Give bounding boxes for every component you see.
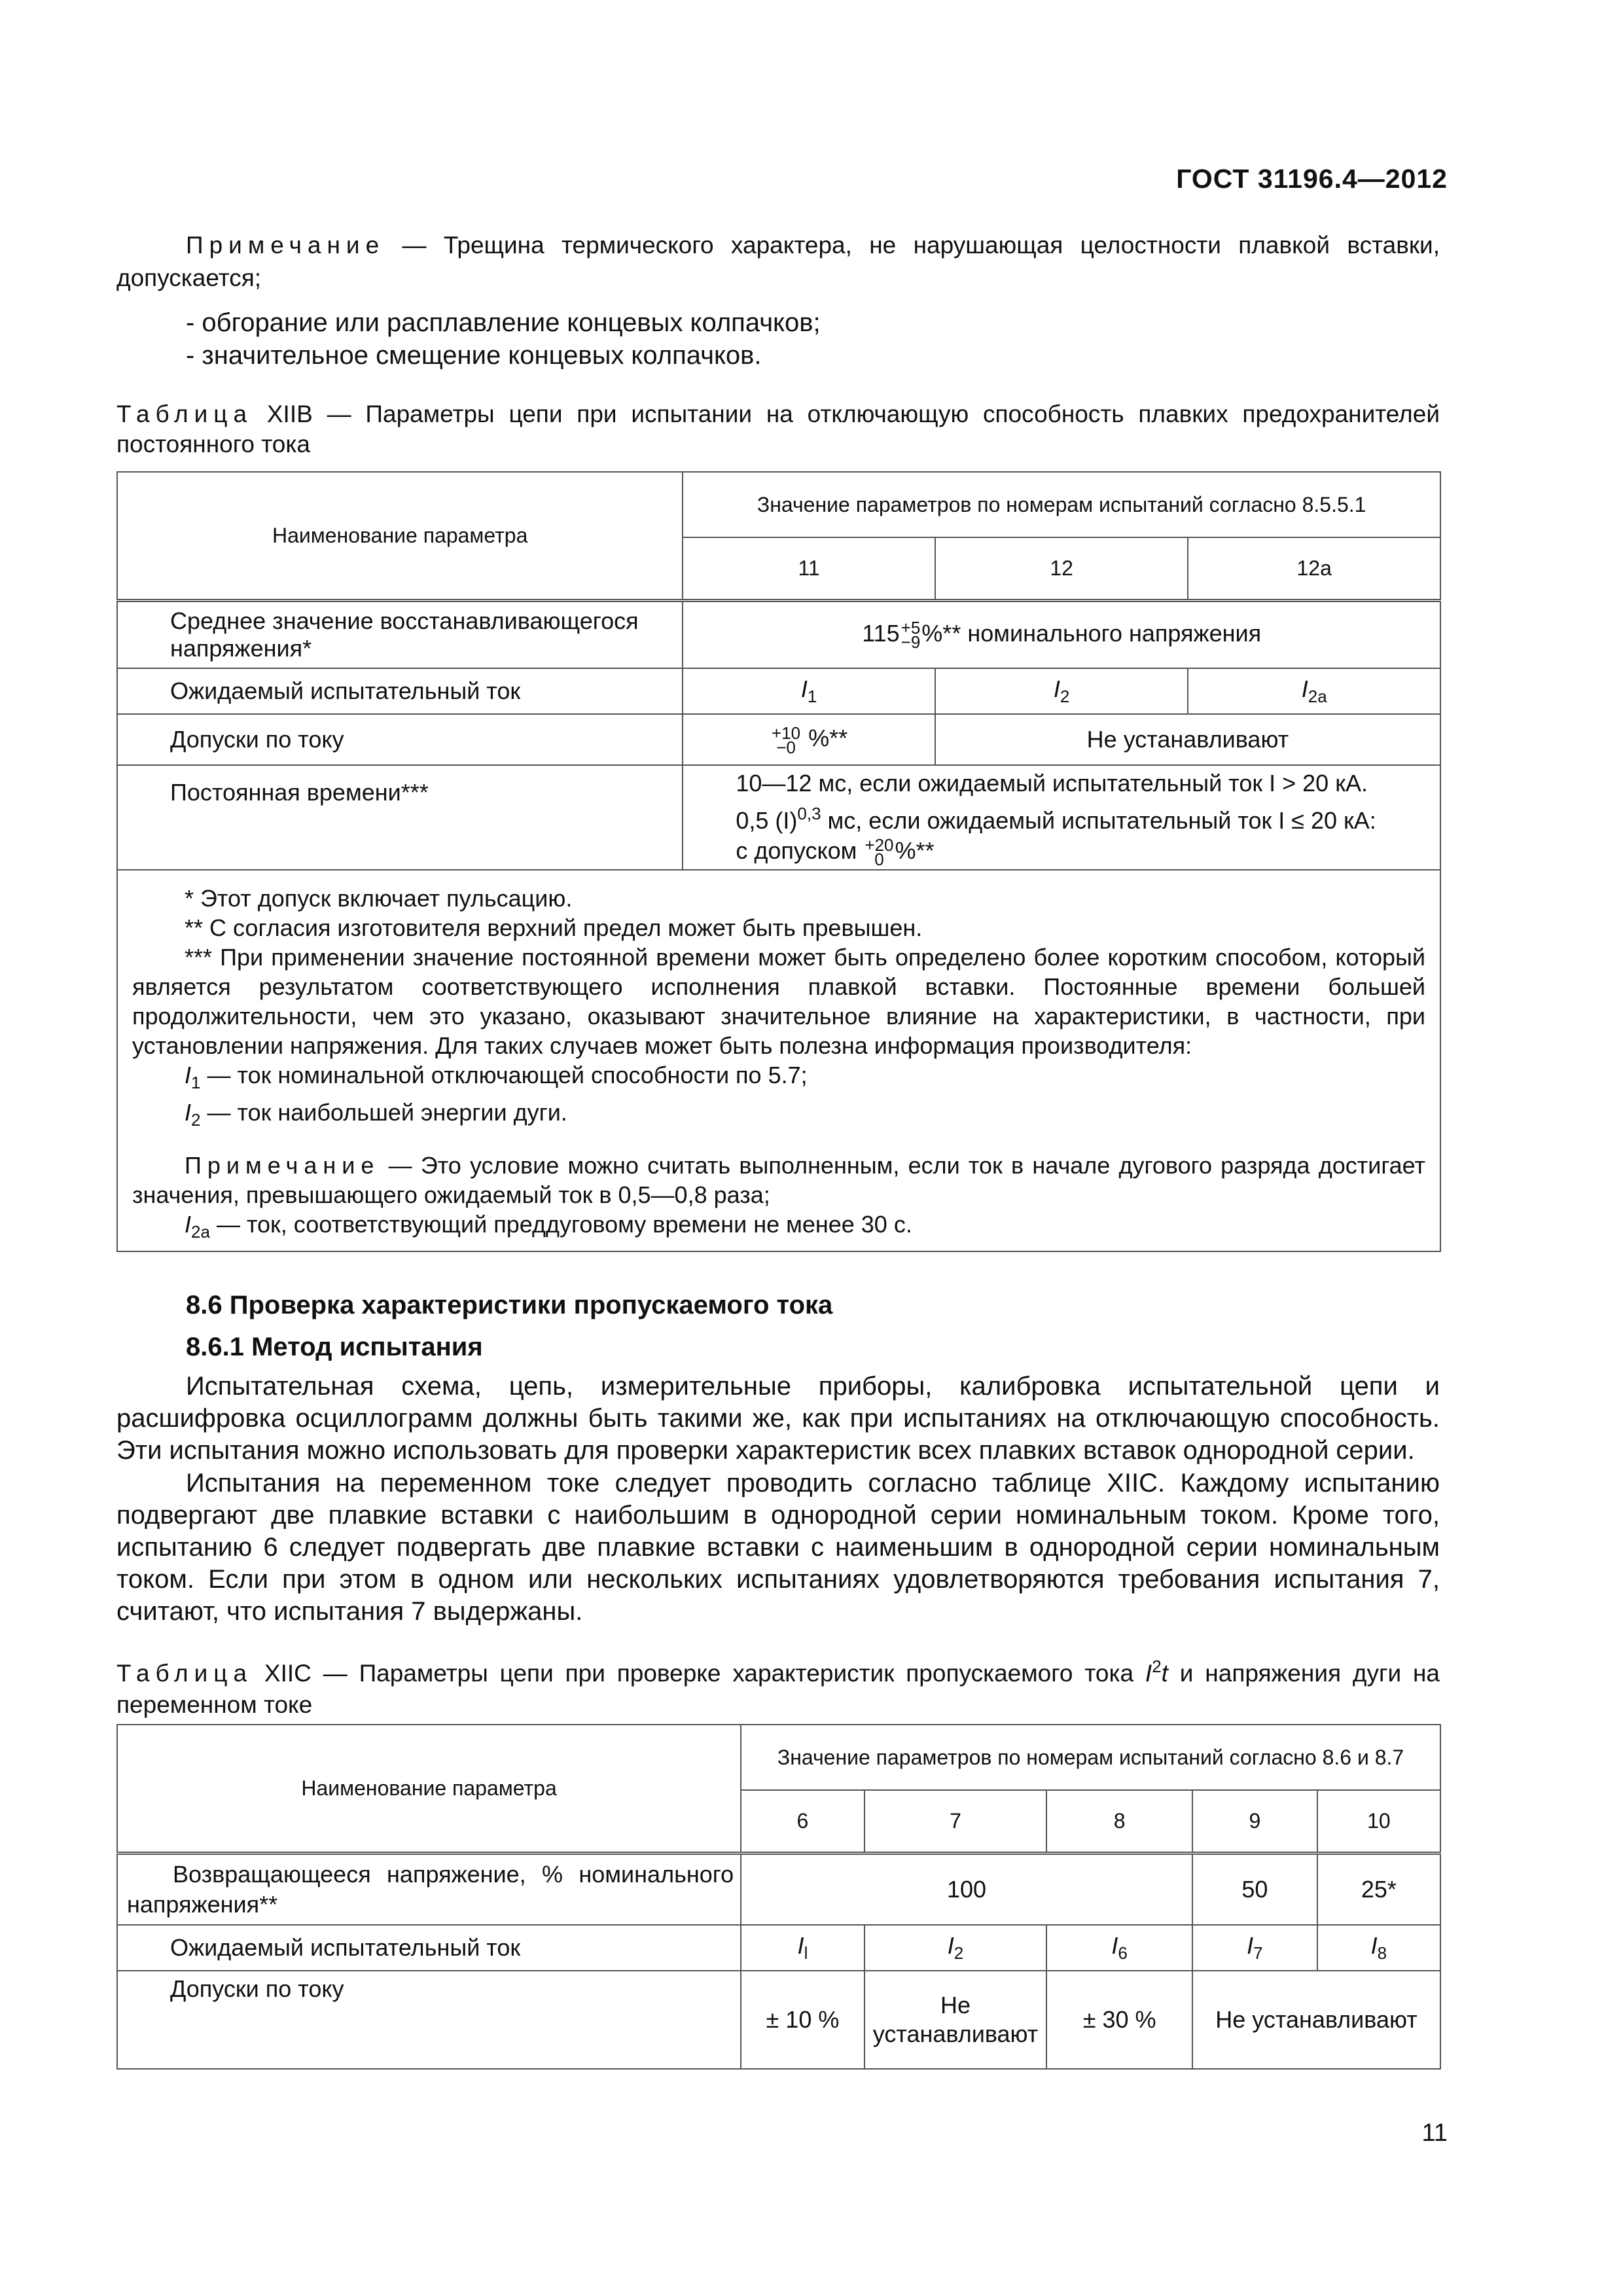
symbol: I xyxy=(947,1932,954,1959)
note-text: — Трещина термического характера, не нарушающая целостности плавкой вставки, допускается; xyxy=(116,232,1440,291)
table-b-caption xyxy=(116,399,1440,459)
current-cell xyxy=(935,668,1188,714)
current-cell xyxy=(1046,1925,1192,1971)
symbol: t xyxy=(1161,1660,1168,1687)
caption-text: XIIB — Параметры цепи при испытании на отключающую способность плавких предохранителей постоянного тока xyxy=(116,401,1440,457)
table-row xyxy=(117,765,1440,870)
header-test: 10 xyxy=(1317,1790,1440,1853)
symbol: I xyxy=(1247,1932,1254,1959)
page-number: 11 xyxy=(1421,2119,1448,2147)
symbol: I xyxy=(797,1932,804,1959)
footnote: *** При применении значение постоянной времени может быть определено более коротким способом, который является результатом соответствующего исполнения плавкой вставки. Постоянные времени большей продолжительности, чем это указано, оказывают значительное влияние на характеристики, в частности, при установлении напряжения. Для таких случаев может быть полезна информация производителя: xyxy=(132,944,1425,1060)
row-label: Возвращающееся напряжение, % номинального напряжения** xyxy=(117,1853,741,1925)
caption-label: Таблица xyxy=(116,401,253,427)
bullet-item: - значительное смещение концевых колпачков. xyxy=(186,341,762,370)
row-label-text: Среднее значение восстанавливающегося напряжения* xyxy=(170,607,639,662)
row-label: Постоянная времени*** xyxy=(117,765,683,870)
tolerance-cell xyxy=(683,714,935,765)
header-values: Значение параметров по номерам испытаний согласно 8.6 и 8.7 xyxy=(741,1725,1440,1790)
tol-down: −0 xyxy=(776,737,796,757)
subscript: 2 xyxy=(1060,687,1070,706)
tolerance-cell: Не устанавливают xyxy=(1192,1971,1440,2069)
current-cell xyxy=(683,668,935,714)
symbol: I xyxy=(1145,1660,1152,1687)
note-label: Примечание xyxy=(186,232,385,259)
current-cell xyxy=(865,1925,1046,1971)
caption-label: Таблица xyxy=(116,1660,253,1687)
header-param: Наименование параметра xyxy=(117,1725,741,1853)
subscript: 8 xyxy=(1377,1943,1387,1963)
current-cell xyxy=(1317,1925,1440,1971)
symbol: I xyxy=(1111,1932,1118,1959)
table-xiic xyxy=(116,1724,1441,2070)
tol-up: +10 xyxy=(772,723,801,743)
row-label: Допуски по току xyxy=(117,714,683,765)
table-row xyxy=(117,714,1440,765)
value-text: %** xyxy=(802,725,848,752)
header-test: 8 xyxy=(1046,1790,1192,1853)
value-text: %** номинального напряжения xyxy=(921,620,1262,647)
row-label: Ожидаемый испытательный ток xyxy=(117,668,683,714)
tolerance xyxy=(772,723,801,757)
tolerance-cell: ± 10 % xyxy=(741,1971,865,2069)
symbol: I xyxy=(1301,675,1308,702)
table-row xyxy=(117,600,1440,668)
tolerance-cell: ± 30 % xyxy=(1046,1971,1192,2069)
table-notes xyxy=(117,870,1440,1251)
bullet-list xyxy=(186,306,1429,372)
table-c-caption xyxy=(116,1651,1440,1721)
subsection-heading: 8.6.1 Метод испытания xyxy=(186,1333,483,1361)
caption-text: XIIC — Параметры цепи при проверке характеристик пропускаемого тока xyxy=(253,1660,1145,1687)
note-text: — Это условие можно считать выполненным, если ток в начале дугового разряда достигает значения, превышающего ожидаемый ток в 0,5—0,8 раза; xyxy=(132,1152,1425,1209)
header-test: 7 xyxy=(865,1790,1046,1853)
header-param: Наименование параметра xyxy=(117,472,683,600)
note-paragraph xyxy=(116,229,1440,295)
symbol: I xyxy=(1370,1932,1378,1959)
subscript: 7 xyxy=(1253,1943,1263,1963)
table-notes-row xyxy=(117,870,1440,1251)
footnote-text: — ток наибольшей энергии дуги. xyxy=(200,1099,567,1126)
current-cell xyxy=(1188,668,1440,714)
superscript: 0,3 xyxy=(797,804,821,823)
subscript: 1 xyxy=(807,687,817,706)
voltage-value: 25* xyxy=(1317,1853,1440,1925)
header-test: 12а xyxy=(1188,537,1440,600)
tol-down: −9 xyxy=(901,632,921,653)
footnote: $I_1$ — ток номинальной отключающей способности по 5.7; xyxy=(185,1062,808,1093)
tolerance-cell: Не устанавливают xyxy=(935,714,1440,765)
bullet-item: - обгорание или расплавление концевых колпачков; xyxy=(186,308,821,337)
body-paragraph: Испытания на переменном токе следует проводить согласно таблице XIIC. Каждому испытанию подвергают две плавкие вставки с наибольшим в однородной серии номинальным током. Кроме того, испытанию 6 следует подвергать две плавкие вставки с наименьшим в однородной серии номинальным током. Если при этом в одном или нескольких испытаниях удовлетворяются требования испытания 7, считают, что испытания 7 выдержаны. xyxy=(116,1469,1440,1626)
tc-text: 0,5 (I) xyxy=(736,807,798,834)
subscript: 2a xyxy=(1308,687,1327,706)
current-cell xyxy=(741,1925,865,1971)
subscript: l xyxy=(804,1943,808,1963)
footnote-text: — ток, соответствующий преддуговому времени не менее 30 с. xyxy=(209,1211,912,1238)
tc-text: с допуском xyxy=(736,837,864,864)
table-row xyxy=(117,1971,1440,2069)
row-label: Допуски по току xyxy=(117,1971,741,2069)
section-heading: 8.6 Проверка характеристики пропускаемого тока xyxy=(186,1291,833,1319)
table-xiib xyxy=(116,471,1441,1252)
table-row xyxy=(117,1853,1440,1925)
symbol: I xyxy=(1053,675,1060,702)
header-values: Значение параметров по номерам испытаний согласно 8.5.5.1 xyxy=(683,472,1440,537)
footnote: ** С согласия изготовителя верхний предел может быть превышен. xyxy=(185,914,923,942)
tol-up: +5 xyxy=(901,618,921,638)
symbol: I xyxy=(800,675,808,702)
header-test: 6 xyxy=(741,1790,865,1853)
footnote-text: — ток номинальной отключающей способности по 5.7; xyxy=(200,1062,808,1089)
tc-line xyxy=(736,835,1433,870)
caption-text: и напряжения дуги на переменном токе xyxy=(116,1660,1440,1718)
tc-text: мс, если ожидаемый испытательный ток I ≤ 20 кА: xyxy=(821,807,1376,834)
tc-text: %** xyxy=(895,837,935,864)
current-cell xyxy=(1192,1925,1317,1971)
body-paragraph: Испытательная схема, цепь, измерительные приборы, калибровка испытательной цепи и расшифровка осциллограмм должны быть такими же, как при испытаниях на отключающую способность. Эти испытания можно использовать для проверки характеристик всех плавких вставок однородной серии. xyxy=(116,1372,1440,1465)
footnote: $I_{2a}$ — ток, соответствующий преддуговому времени не менее 30 с. xyxy=(185,1211,912,1242)
tol-down: 0 xyxy=(874,850,884,870)
tc-line xyxy=(736,798,1433,836)
tol-up: +20 xyxy=(865,835,894,855)
footnote: $I_2$ — ток наибольшей энергии дуги. xyxy=(185,1099,567,1130)
time-constant-cell xyxy=(683,765,1440,870)
table-note xyxy=(132,1151,1425,1210)
value-text: 115 xyxy=(862,620,900,647)
table-row xyxy=(117,1925,1440,1971)
subscript: 2 xyxy=(954,1943,964,1963)
header-test: 11 xyxy=(683,537,935,600)
voltage-value: 50 xyxy=(1192,1853,1317,1925)
header-test: 9 xyxy=(1192,1790,1317,1853)
standard-header: ГОСТ 31196.4—2012 xyxy=(1176,164,1448,194)
superscript: 2 xyxy=(1152,1657,1162,1676)
tolerance xyxy=(865,835,894,870)
footnote: * Этот допуск включает пульсацию. xyxy=(185,885,573,912)
tolerance-cell: Не устанавливают xyxy=(865,1971,1046,2069)
subscript: 6 xyxy=(1118,1943,1128,1963)
header-test: 12 xyxy=(935,537,1188,600)
table-row xyxy=(117,668,1440,714)
row-label: Ожидаемый испытательный ток xyxy=(117,1925,741,1971)
tc-line: 10—12 мс, если ожидаемый испытательный ток I > 20 кА. xyxy=(736,770,1368,797)
voltage-value xyxy=(683,600,1440,668)
voltage-value: 100 xyxy=(741,1853,1192,1925)
note-label: Примечание xyxy=(185,1152,380,1179)
tolerance xyxy=(901,618,921,653)
row-label xyxy=(117,600,683,668)
